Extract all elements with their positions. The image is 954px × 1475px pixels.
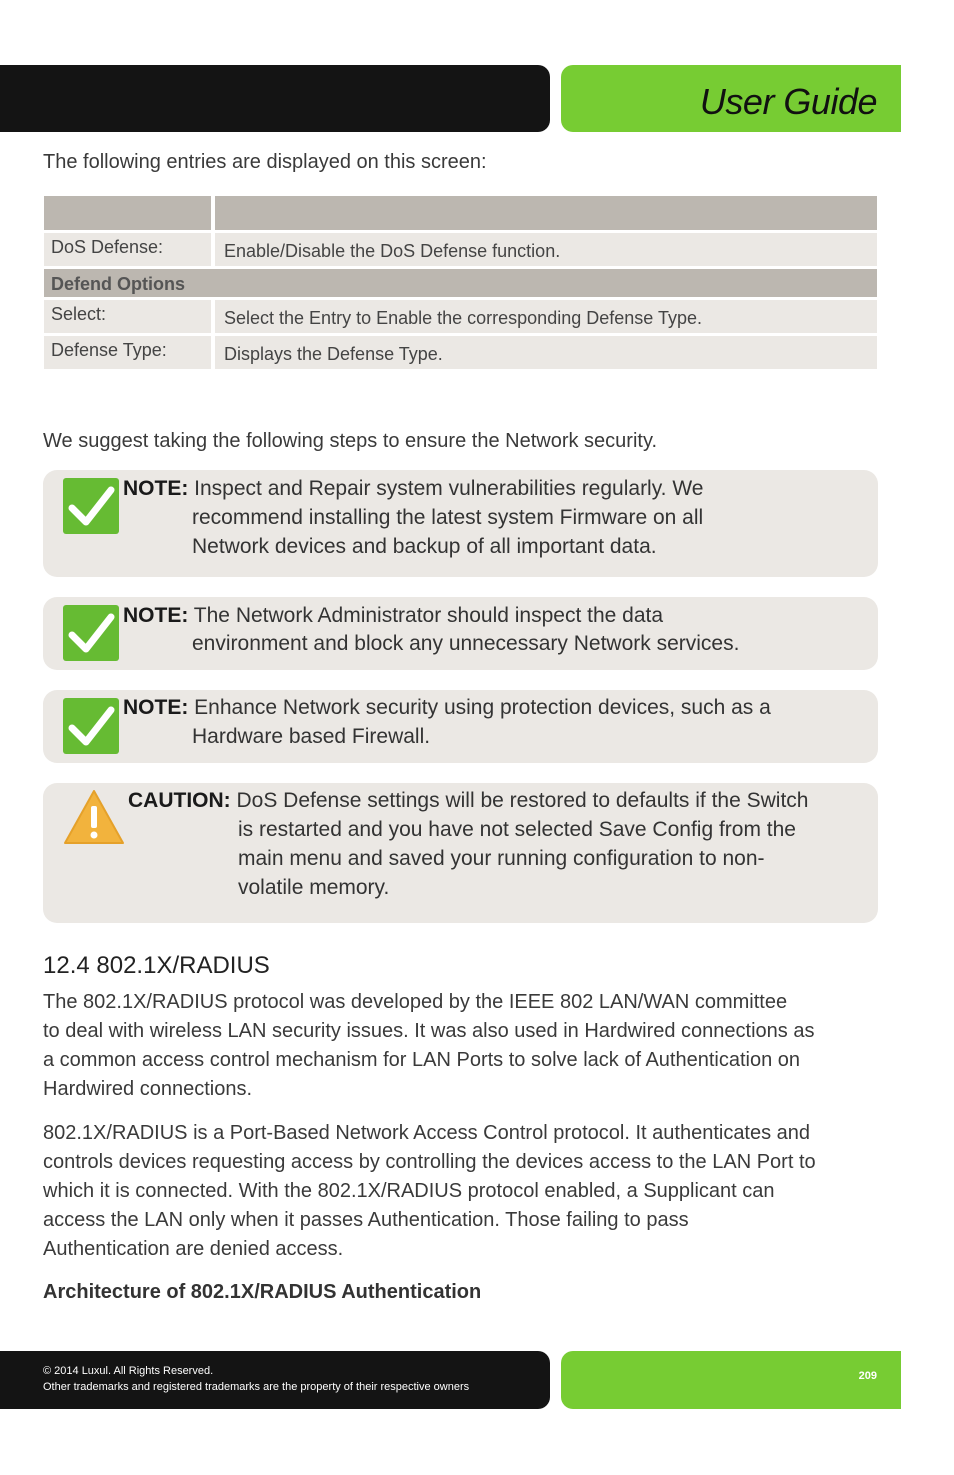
note-text: Enhance Network security using protection devices, such as a: [194, 696, 771, 719]
header-dark-bar: [0, 65, 550, 132]
caution-box: [43, 783, 878, 923]
section-paragraph: The 802.1X/RADIUS protocol was developed by the IEEE 802 LAN/WAN committee to deal with wireless LAN security issues. It was also used in Hardwired connections as a common access control mechanism for LAN Ports to solve lack of Authentication on Hardwired connections.: [43, 991, 815, 1100]
note-text: environment and block any unnecessary Network services.: [192, 632, 740, 655]
table-cell-label: Select:: [44, 300, 211, 333]
table-cell-desc: Displays the Defense Type.: [215, 336, 877, 369]
checkmark-icon: [63, 478, 119, 534]
caution-text: DoS Defense settings will be restored to defaults if the Switch: [236, 789, 809, 812]
table-section-row: [44, 269, 877, 297]
table-section-label: Defend Options: [44, 269, 877, 297]
table-row: [44, 233, 877, 266]
caution-text: volatile memory.: [238, 876, 390, 899]
note-text: Hardware based Firewall.: [192, 725, 431, 748]
checkmark-icon: [63, 605, 119, 661]
note-text: Inspect and Repair system vulnerabilities regularly. We: [194, 477, 704, 500]
entries-table: [44, 196, 877, 372]
note-box: [43, 690, 878, 763]
checkmark-icon: [63, 698, 119, 754]
table-cell-label: Defense Type:: [44, 336, 211, 369]
footer-green-bar: [561, 1351, 901, 1409]
note-keyword: NOTE:: [123, 604, 189, 627]
section-heading: 12.4 802.1X/RADIUS: [43, 952, 270, 979]
page-title: User Guide: [699, 81, 877, 122]
note-text: Network devices and backup of all important data.: [192, 535, 657, 558]
page-number: 209: [858, 1370, 877, 1382]
table-header-row: [44, 196, 877, 230]
note-box: [43, 597, 878, 670]
table-cell-label: DoS Defense:: [44, 233, 211, 266]
warning-icon: [63, 789, 125, 845]
note-text: recommend installing the latest system Firmware on all: [192, 506, 704, 529]
table-cell-desc: Enable/Disable the DoS Defense function.: [215, 233, 877, 266]
note-keyword: NOTE:: [123, 477, 189, 500]
table-row: [44, 336, 877, 369]
caution-text: main menu and saved your running configuration to non-: [238, 847, 765, 870]
caution-keyword: CAUTION:: [128, 789, 231, 812]
suggest-text: We suggest taking the following steps to ensure the Network security.: [43, 430, 658, 452]
note-text: The Network Administrator should inspect the data: [193, 604, 664, 627]
copyright-text: © 2014 Luxul. All Rights Reserved.: [43, 1365, 214, 1377]
table-cell-desc: Select the Entry to Enable the corresponding Defense Type.: [215, 300, 877, 333]
section-paragraph: 802.1X/RADIUS is a Port-Based Network Access Control protocol. It authenticates and controls devices requesting access by controlling the devices access to the LAN Port to which it is connected. With the 802.1X/RADIUS protocol enabled, a Supplicant can access the LAN only when it passes Authentication. Those failing to pass Authentication are denied access.: [43, 1122, 816, 1260]
section-subheading: Architecture of 802.1X/RADIUS Authentication: [43, 1281, 482, 1303]
table-row: [44, 300, 877, 333]
note-box: [43, 470, 878, 577]
intro-text: The following entries are displayed on this screen:: [43, 151, 487, 173]
caution-text: is restarted and you have not selected Save Config from the: [238, 818, 796, 841]
header-green-bar: [561, 65, 901, 132]
note-keyword: NOTE:: [123, 696, 189, 719]
trademark-text: Other trademarks and registered trademarks are the property of their respective owners: [43, 1381, 470, 1393]
footer-dark-bar: [0, 1351, 550, 1409]
